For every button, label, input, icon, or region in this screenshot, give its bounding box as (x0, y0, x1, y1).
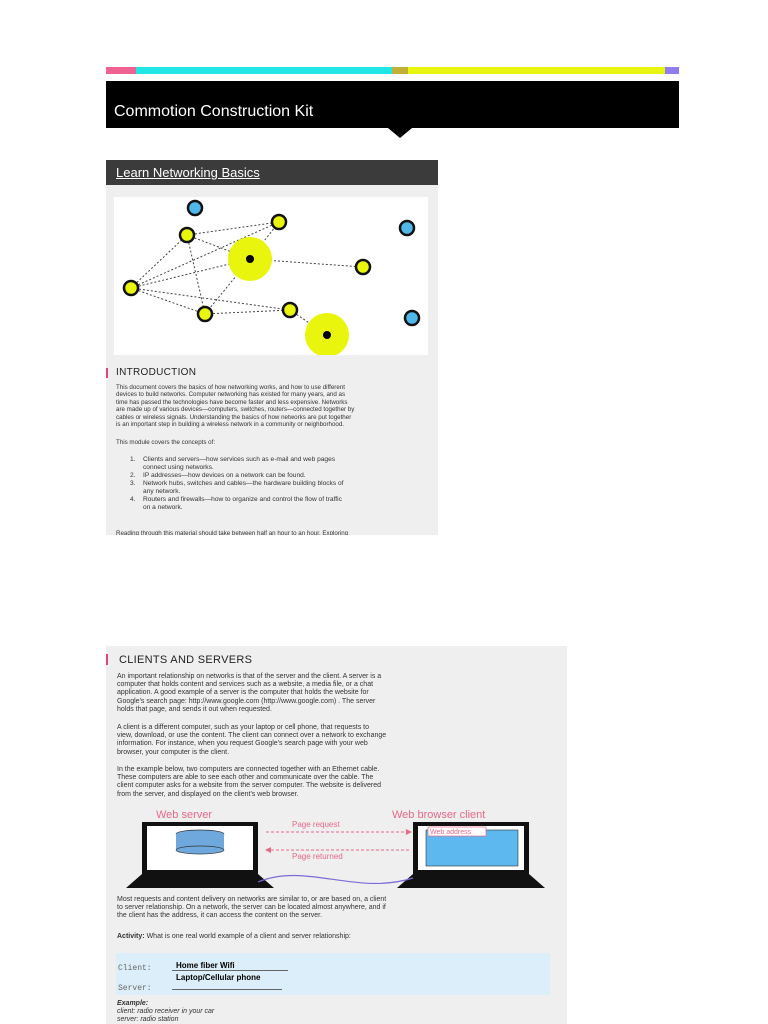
text-line: An important relationship on networks is that of the server and the client. A server is a (117, 673, 382, 680)
text-line: devices to build networks. Computer networking has existed for many years, and as (116, 391, 346, 399)
text-line: view, download, or use the content. The client can connect over a network to exchange (117, 732, 387, 740)
text-line: browser, your computer is the client. (117, 748, 230, 756)
trailing-line: Reading through this material should take between half an hour to an hour. Exploring (116, 530, 349, 535)
stripe-pink (106, 67, 136, 74)
text-line: holds that page, and sends it out when requested. (117, 705, 272, 713)
router-node (228, 237, 272, 281)
activity-label: Activity: (117, 933, 145, 940)
unconnected-node (400, 221, 414, 235)
page-returned-label: Page returned (292, 852, 343, 861)
example-server: server: radio station (117, 1016, 179, 1024)
kit-title: Commotion Construction Kit (114, 103, 314, 120)
example-label: Example: (117, 1000, 149, 1007)
network-graph-svg (114, 197, 428, 355)
text-line: cables or wireless signals. Understanding the basics of how networks are put together (116, 413, 352, 421)
client-node (356, 260, 370, 274)
introduction-paragraph (116, 384, 436, 428)
web-client-label: Web browser client (392, 809, 486, 821)
text-line: are made up of various devices—computers, switches, routers—connected together by (116, 406, 355, 414)
server-answer[interactable]: Laptop/Cellular phone (176, 973, 261, 982)
concepts-list (130, 456, 434, 512)
client-answer[interactable]: Home fiber Wifi (176, 961, 235, 970)
text-line: Most requests and content delivery on networks are similar to, or are based on, a client (117, 896, 387, 903)
card-title-link[interactable]: Learn Networking Basics (116, 165, 260, 180)
client-laptop (397, 822, 545, 888)
client-node (124, 281, 138, 295)
client-node (198, 307, 212, 321)
networking-basics-card (106, 160, 438, 535)
clients-servers-heading: CLIENTS AND SERVERS (119, 654, 253, 666)
unconnected-node (188, 201, 202, 215)
text-line: client computer asks for a website from the server computer. The website is delivered (117, 782, 382, 790)
example-block (117, 1000, 214, 1024)
list-item: 2. IP addresses—how devices on a network can be found. (130, 472, 306, 479)
section-marker (106, 654, 108, 665)
text-line: time has passed the technologies have become faster and less expensive. Networks (116, 398, 348, 406)
clients-servers-card (106, 646, 567, 1024)
client-server-diagram (116, 806, 556, 891)
text-line: In the example below, two computers are connected together with an Ethernet cable. (117, 766, 380, 773)
card-header (106, 160, 438, 185)
text-line: These computers are able to see each other and communicate over the cable. The (117, 774, 374, 782)
section-marker (106, 368, 108, 378)
client-node (180, 228, 194, 242)
stripe-olive (392, 67, 408, 74)
paragraph-example (117, 766, 563, 799)
activity-text: What is one real world example of a client and server relationship: (146, 933, 351, 940)
router-node (305, 313, 349, 355)
introduction-heading: INTRODUCTION (116, 367, 197, 378)
web-server-label: Web server (156, 809, 213, 821)
answer-box (116, 953, 550, 995)
paragraph-relationship (117, 896, 563, 921)
ethernet-cable (258, 875, 413, 883)
stripe-yellow (408, 67, 665, 74)
text-line: computer that holds content and services such as a website, a media file, or a chat (117, 681, 374, 689)
unconnected-node (405, 311, 419, 325)
text-line: A client is a different computer, such as your laptop or cell phone, that requests to (117, 724, 370, 731)
paragraph-server (117, 673, 563, 714)
client-node (272, 215, 286, 229)
client-label: Client: (118, 964, 152, 973)
page-request-label: Page request (292, 820, 340, 829)
text-line: the client has the address, it can access the content on the server. (117, 912, 323, 920)
text-line: is an important step in building a wireless network in a community or neighborhood. (116, 421, 345, 429)
stripe-cyan (136, 67, 392, 74)
network-diagram (114, 197, 428, 355)
kit-header (106, 81, 679, 128)
list-item: 1. Clients and servers—how services such as e-mail and web pages connect using networks. (130, 456, 336, 471)
header-notch (388, 128, 412, 138)
text-line: to server relationship. On a network, the server can be located almost anywhere, and if (117, 904, 386, 912)
client-underline (172, 970, 288, 971)
text-line: from the server, and displayed on the client's web browser. (117, 790, 299, 798)
server-laptop (126, 822, 274, 888)
activity-prompt (117, 933, 563, 941)
module-intro: This module covers the concepts of: (116, 439, 216, 446)
list-item: 4. Routers and firewalls—how to organize and control the flow of traffic on a network. (130, 496, 342, 511)
web-address-label: Web address (430, 829, 472, 836)
google-link-line[interactable]: Google's search page: http://www.google.com (http://www.google.com) . The server (117, 697, 376, 705)
stripe-purple (665, 67, 679, 74)
paragraph-client (117, 724, 563, 757)
text-line: This document covers the basics of how networking works, and how to use different (116, 384, 345, 391)
text-line: application. A good example of a server is the computer that holds the website for (117, 689, 369, 697)
text-line: information. For instance, when you request Google's search page with your web (117, 740, 368, 748)
list-item: 3. Network hubs, switches and cables—the hardware building blocks of any network. (130, 480, 344, 495)
example-client: client: radio receiver in your car (117, 1008, 215, 1016)
server-underline (172, 989, 282, 990)
client-node (283, 303, 297, 317)
server-label: Server: (118, 984, 152, 993)
